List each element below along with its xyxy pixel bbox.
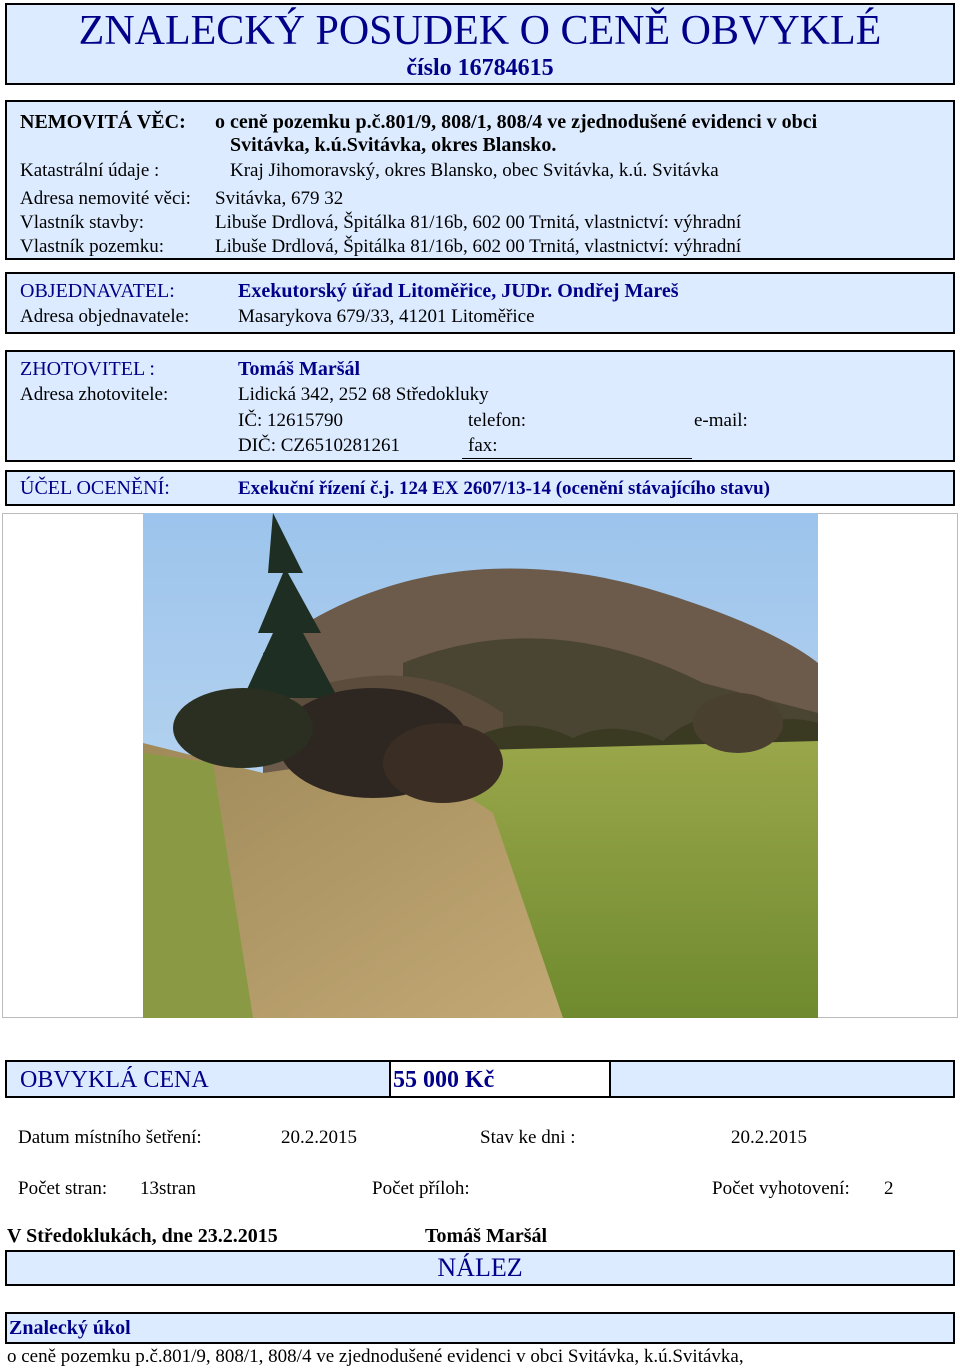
title-box [5, 3, 955, 85]
contractor-box [5, 350, 955, 462]
copies-label: Počet vyhotovení: [712, 1178, 850, 1199]
purpose-value: Exekuční řízení č.j. 124 EX 2607/13-14 (ocenění stávajícího stavu) [238, 478, 770, 499]
purpose-box [5, 470, 955, 506]
cadastre-label: Katastrální údaje : [20, 160, 160, 181]
attachments-label: Počet příloh: [372, 1178, 470, 1199]
purpose-label: ÚČEL OCENĚNÍ: [20, 477, 170, 499]
task-title: Znalecký úkol [9, 1317, 131, 1339]
price-box [5, 1060, 955, 1098]
property-value-line1: o ceně pozemku p.č.801/9, 808/1, 808/4 ve zjednodušené evidenci v obci [215, 111, 818, 133]
price-value: 55 000 Kč [393, 1067, 495, 1093]
owner-land-label: Vlastník pozemku: [20, 236, 165, 257]
owner-building-label: Vlastník stavby: [20, 212, 145, 233]
owner-building-value: Libuše Drdlová, Špitálka 81/16b, 602 00 Trnitá, vlastnictví: výhradní [215, 212, 742, 233]
contractor-fax: fax: [468, 435, 498, 456]
contractor-email: e-mail: [694, 410, 748, 431]
inspection-date-label: Datum místního šetření: [18, 1127, 202, 1148]
client-address-label: Adresa objednavatele: [20, 306, 190, 327]
state-date-label: Stav ke dni : [480, 1127, 576, 1148]
address-label: Adresa nemovité věci: [20, 188, 191, 209]
inspection-date-value: 20.2.2015 [281, 1127, 357, 1148]
pages-value: 13stran [140, 1178, 196, 1199]
client-address-value: Masarykova 679/33, 41201 Litoměřice [238, 306, 535, 327]
task-box [5, 1312, 955, 1344]
property-box [5, 100, 955, 260]
fax-underline [462, 458, 692, 459]
finding-title: NÁLEZ [437, 1253, 523, 1282]
contractor-phone: telefon: [468, 410, 527, 431]
finding-title-box [5, 1250, 955, 1286]
document-title: ZNALECKÝ POSUDEK O CENĚ OBVYKLÉ [78, 8, 882, 54]
client-value: Exekutorský úřad Litoměřice, JUDr. Ondřej Mareš [238, 280, 679, 302]
landscape-photo [143, 513, 818, 1018]
place-date: V Středoklukách, dne 23.2.2015 [7, 1225, 278, 1247]
contractor-value: Tomáš Maršál [238, 358, 361, 380]
task-text: o ceně pozemku p.č.801/9, 808/1, 808/4 ve zjednodušené evidenci v obci Svitávka, k.ú.Svitávka, [7, 1346, 744, 1367]
price-label: OBVYKLÁ CENA [20, 1067, 209, 1093]
copies-value: 2 [884, 1178, 894, 1199]
document-number: číslo 16784615 [406, 55, 554, 81]
property-value-line2: Svitávka, k.ú.Svitávka, okres Blansko. [230, 134, 557, 156]
contractor-address-value: Lidická 342, 252 68 Středokluky [238, 384, 489, 405]
client-box [5, 272, 955, 334]
address-value: Svitávka, 679 32 [215, 188, 344, 209]
client-label: OBJEDNAVATEL: [20, 280, 175, 302]
contractor-dic: DIČ: CZ6510281261 [238, 435, 401, 456]
contractor-ic: IČ: 12615790 [238, 410, 344, 431]
signer-name: Tomáš Maršál [425, 1225, 548, 1247]
property-label: NEMOVITÁ VĚC: [20, 111, 186, 133]
owner-land-value: Libuše Drdlová, Špitálka 81/16b, 602 00 Trnitá, vlastnictví: výhradní [215, 236, 742, 257]
pages-label: Počet stran: [18, 1178, 108, 1199]
contractor-label: ZHOTOVITEL : [20, 358, 155, 380]
cadastre-value: Kraj Jihomoravský, okres Blansko, obec Svitávka, k.ú. Svitávka [230, 160, 719, 181]
contractor-address-label: Adresa zhotovitele: [20, 384, 169, 405]
state-date-value: 20.2.2015 [731, 1127, 807, 1148]
